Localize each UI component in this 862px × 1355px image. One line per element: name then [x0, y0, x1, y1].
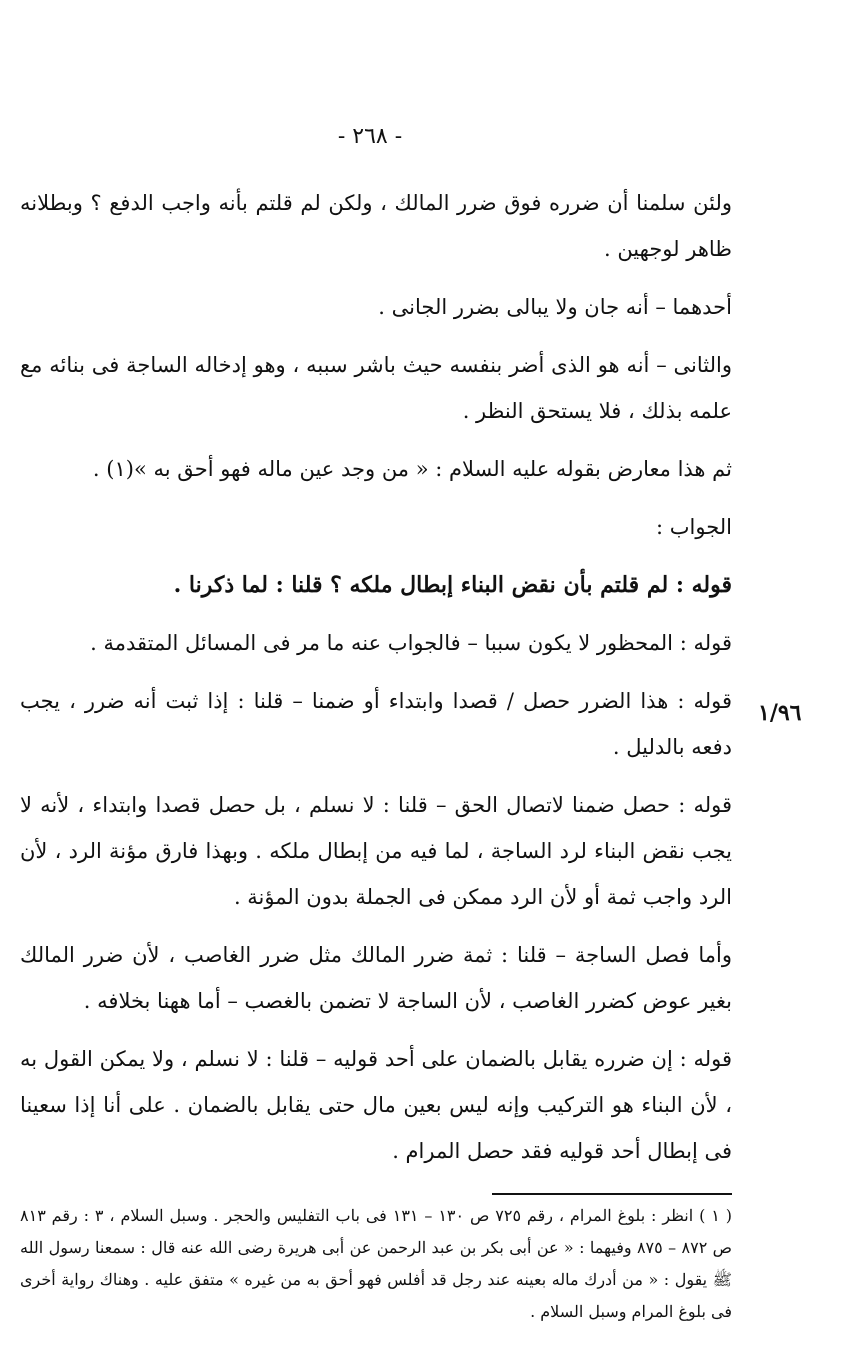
page-number: - ٢٦٨ - — [337, 124, 403, 149]
paragraph: وأما فصل الساجة – قلنا : ثمة ضرر المالك مثل ضرر الغاصب ، لأن ضرر المالك بغير عوض كضرر الغاصب ، لأن الساجة لا تضمن بالغصب – أما ههنا بخلافه . — [20, 943, 732, 1013]
paragraph: والثانى – أنه هو الذى أضر بنفسه حيث باشر سببه ، وهو إدخاله الساجة فى بنائه مع علمه بذلك ، فلا يستحق النظر . — [20, 353, 732, 423]
paragraph: قوله : المحظور لا يكون سببا – فالجواب عنه ما مر فى المسائل المتقدمة . — [90, 631, 732, 655]
body-text — [20, 180, 732, 1186]
answer-heading: الجواب : — [656, 515, 732, 539]
footnote-separator — [492, 1193, 732, 1195]
paragraph: أحدهما – أنه جان ولا يبالى بضرر الجانى . — [378, 295, 732, 319]
paragraph: ثم هذا معارض بقوله عليه السلام : « من وجد عين ماله فهو أحق به »(١) . — [92, 457, 732, 481]
paragraph: قوله : هذا الضرر حصل / قصدا وابتداء أو ضمنا – قلنا : إذا ثبت أنه ضرر ، يجب دفعه بالدليل . — [20, 689, 732, 759]
footnote — [20, 1200, 732, 1328]
paragraph: قوله : حصل ضمنا لاتصال الحق – قلنا : لا نسلم ، بل حصل قصدا وابتداء ، لأنه لا يجب نقض البناء لرد الساجة ، لما فيه من إبطال ملكه . وبهذا فارق مؤنة الرد ، لأن الرد واجب ثمة أو لأن الرد ممكن فى الجملة بدون المؤنة . — [20, 793, 732, 909]
footnote-text: ( ١ ) انظر : بلوغ المرام ، رقم ٧٢٥ ص ١٣٠ – ١٣١ فى باب التفليس والحجر . وسبل السلام ، ٣ : رقم ٨١٣ ص ٨٧٢ – ٨٧٥ وفيهما : « عن أبى بكر بن عبد الرحمن عن أبى هريرة رضى الله عنه قال : سمعنا رسول الله ﷺ يقول : « من أدرك ماله بعينه عند رجل قد أفلس فهو أحق به من غيره » متفق عليه . وهناك رواية أخرى فى بلوغ المرام وسبل السلام . — [20, 1206, 733, 1321]
paragraph-bold: قوله : لم قلتم بأن نقض البناء إبطال ملكه ؟ قلنا : لما ذكرنا . — [173, 572, 732, 598]
margin-manuscript-reference: ١/٩٦ — [758, 700, 802, 726]
paragraph: ولئن سلمنا أن ضرره فوق ضرر المالك ، ولكن لم قلتم بأنه واجب الدفع ؟ وبطلانه ظاهر لوجهين . — [20, 191, 732, 261]
paragraph: قوله : إن ضرره يقابل بالضمان على أحد قوليه – قلنا : لا نسلم ، ولا يمكن القول به ، لأن البناء هو التركيب وإنه ليس بعين مال حتى يقابل بالضمان . على أنا إذا سعينا فى إبطال أحد قوليه فقد حصل المرام . — [20, 1047, 732, 1163]
